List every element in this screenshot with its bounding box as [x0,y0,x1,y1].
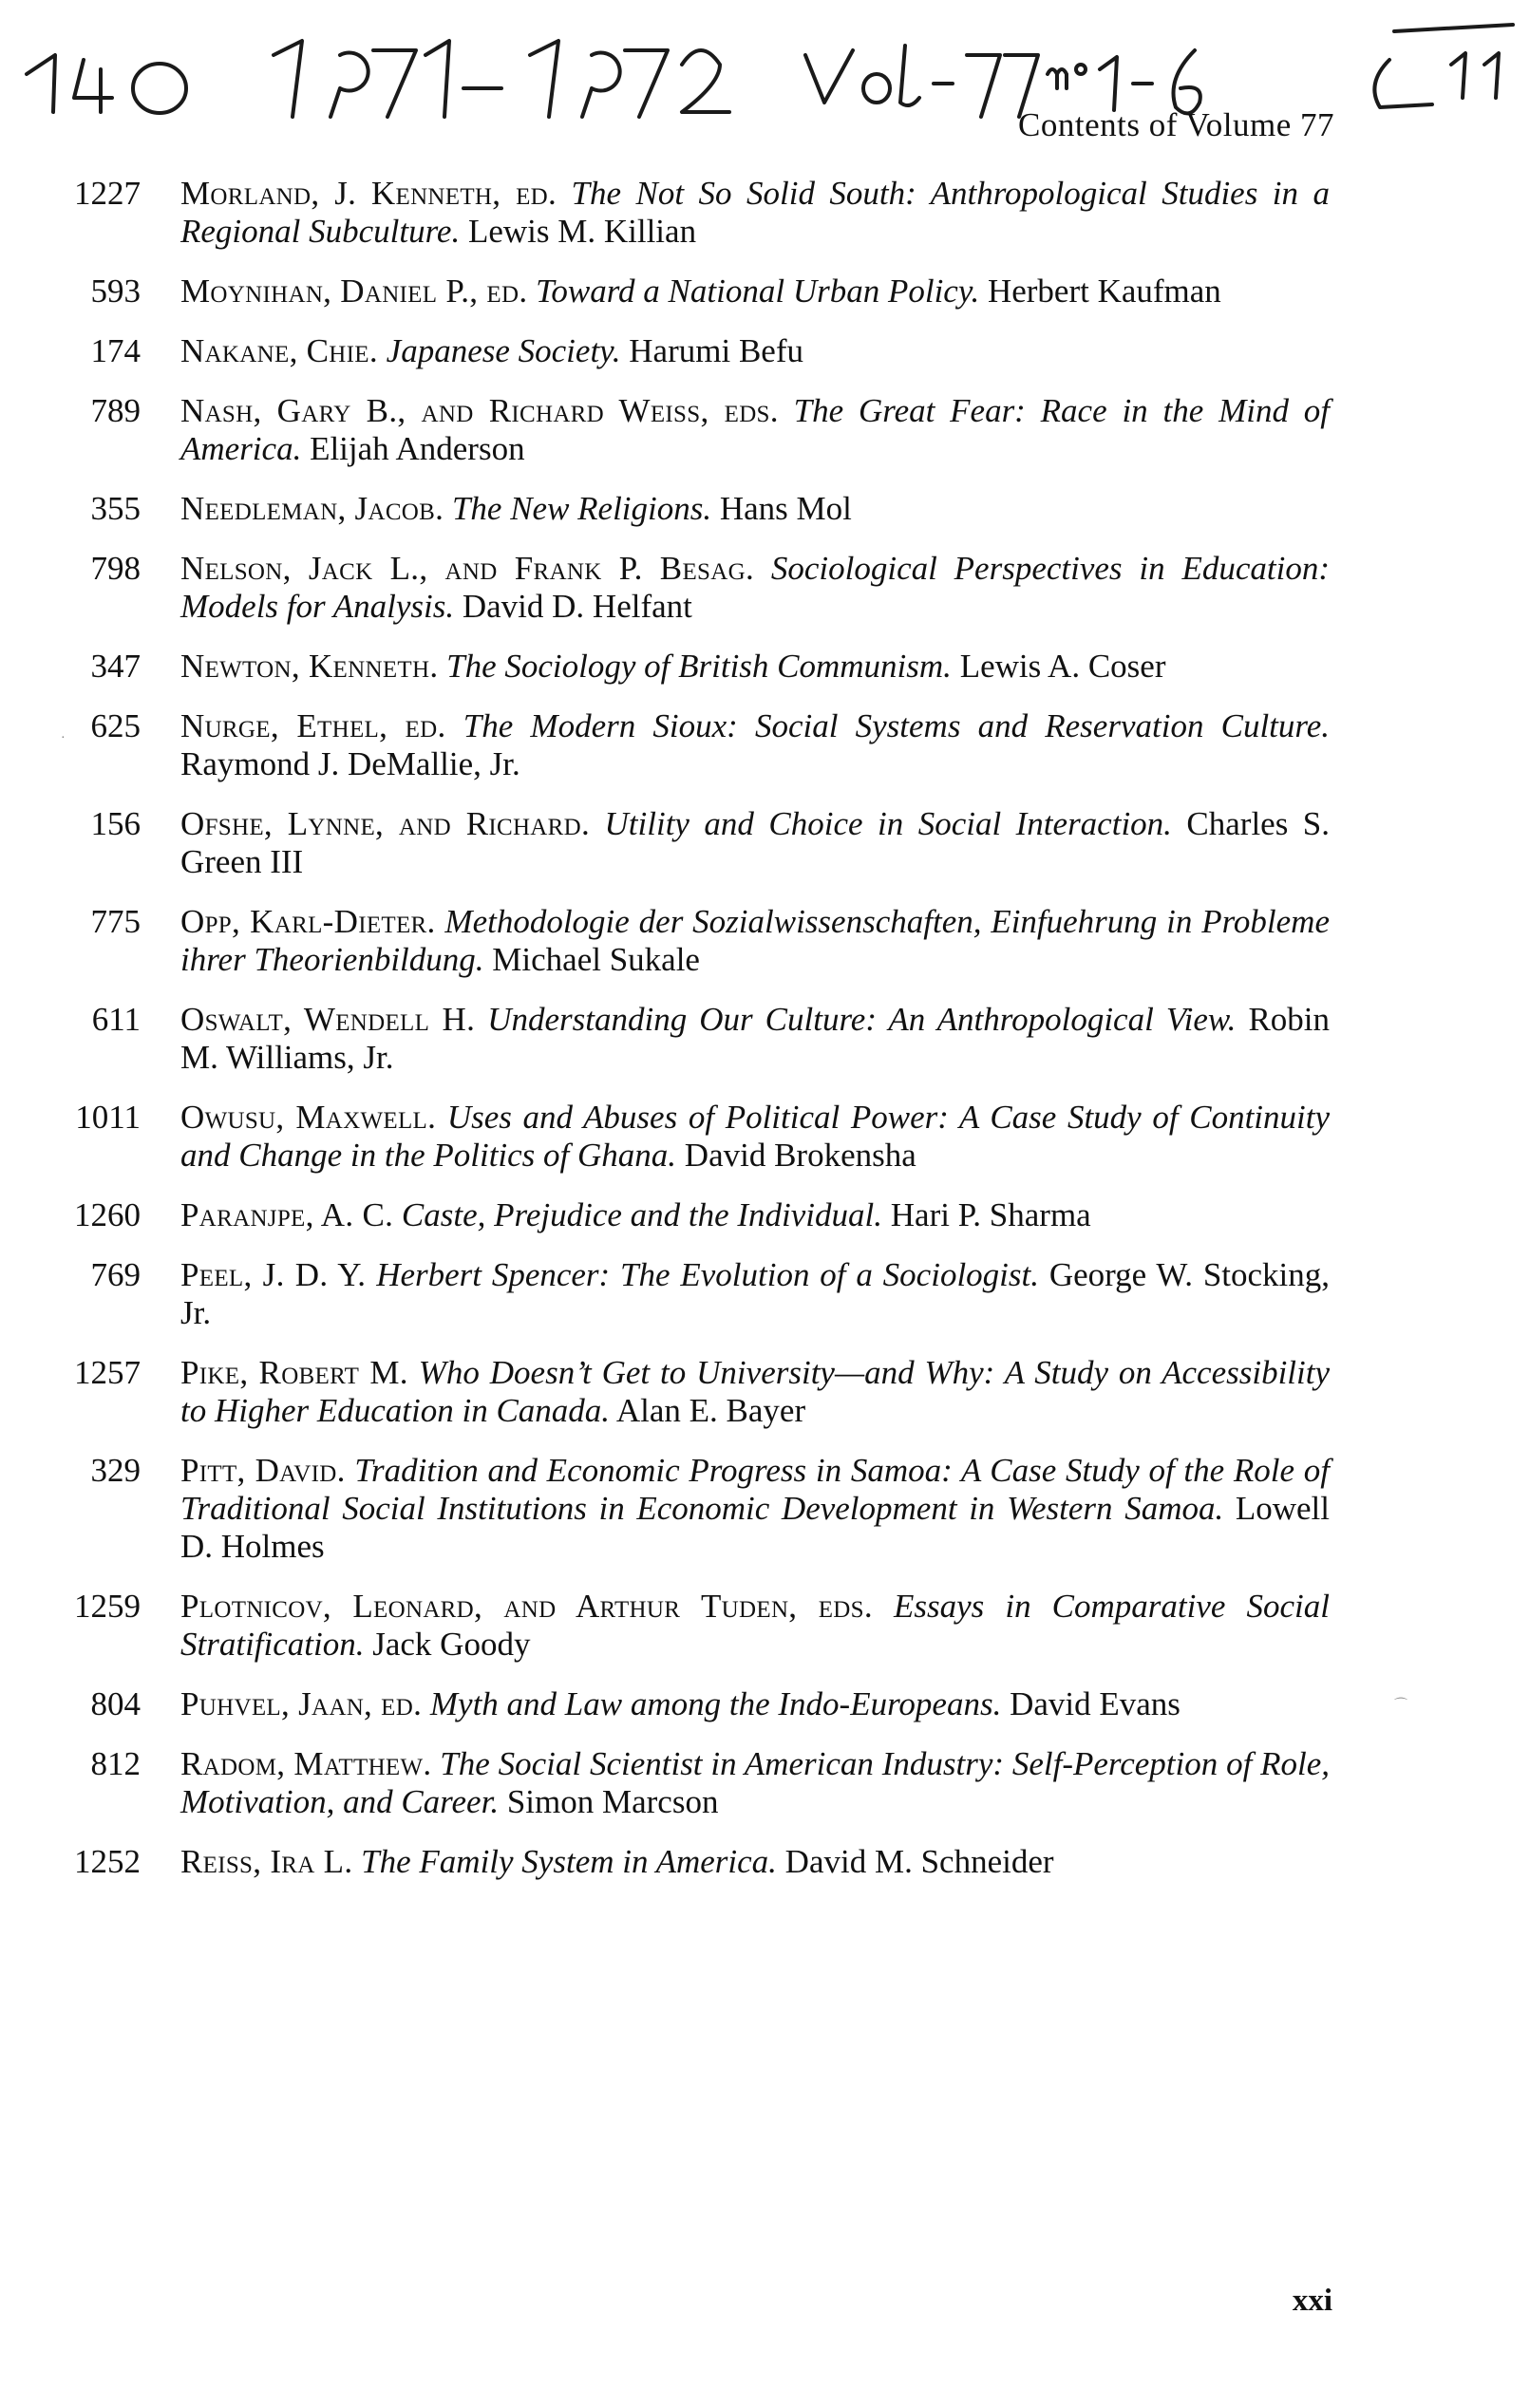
entry-citation [180,273,1330,310]
entry-title: Caste, Prejudice and the Individual. [401,1196,883,1233]
entry-page-number: 804 [90,1685,141,1722]
index-entry [57,490,1330,528]
entry-citation [180,1588,1330,1664]
entry-citation [180,1001,1330,1077]
entry-reviewer: Raymond J. DeMallie, Jr. [180,745,520,782]
entry-author: Oswalt, Wendell H. [180,1001,476,1038]
entry-author: Needleman, Jacob. [180,490,444,527]
entry-reviewer: David D. Helfant [462,588,692,625]
entry-citation [180,175,1330,251]
entry-reviewer: Alan E. Bayer [615,1392,806,1429]
entry-page-number: 174 [90,332,141,369]
index-entry [57,175,1330,251]
entry-author: Pitt, David. [180,1452,346,1489]
entry-reviewer: David M. Schneider [784,1843,1054,1880]
index-entry [57,332,1330,370]
entry-author: Pike, Robert M. [180,1354,408,1391]
entry-title: Myth and Law among the Indo-Europeans. [429,1685,1002,1722]
entry-title: Herbert Spencer: The Evolution of a Sociologist. [376,1256,1039,1293]
entry-citation [180,332,1330,370]
entry-reviewer: Hari P. Sharma [890,1196,1091,1233]
entry-citation [180,805,1330,881]
entry-author: Reiss, Ira L. [180,1843,353,1880]
index-entry [57,1452,1330,1566]
entry-page-number: 1011 [75,1099,141,1136]
entry-page-number: 1260 [74,1196,141,1233]
entry-author: Nelson, Jack L., and Frank P. Besag. [180,550,754,587]
entry-page-number: 625 [90,707,141,744]
entry-title: Uses and Abuses of Political Power: A Case Study of Continuity and Change in the Politics of Ghana. [180,1099,1331,1174]
index-entry [57,1685,1330,1723]
entry-page-number: 611 [91,1001,141,1038]
entry-author: Newton, Kenneth. [180,648,439,685]
page-folio: xxi [1292,2284,1332,2318]
index-entry [57,1588,1330,1664]
entry-title: The Great Fear: Race in the Mind of America. [180,392,1331,467]
entry-title: Methodologie der Sozialwissenschaften, Einfuehrung in Probleme ihrer Theorienbildung. [180,903,1330,978]
index-entry [57,1001,1330,1077]
entry-title: The Social Scientist in American Industry: Self-Perception of Role, Motivation, and Career. [180,1745,1331,1820]
entry-citation [180,1256,1330,1332]
review-index-list [57,175,1330,1903]
entry-page-number: 1259 [74,1588,141,1625]
entry-author: Owusu, Maxwell. [180,1099,437,1136]
index-entry [57,1256,1330,1332]
entry-reviewer: Elijah Anderson [310,430,525,467]
entry-citation [180,648,1330,686]
entry-author: Nurge, Ethel, ed. [180,707,446,744]
entry-author: Plotnicov, Leonard, and Arthur Tuden, eds. [180,1588,873,1625]
index-entry [57,1196,1330,1234]
entry-author: Peel, J. D. Y. [180,1256,367,1293]
entry-reviewer: Charles S. Green III [180,805,1331,880]
entry-citation [180,392,1330,468]
entry-author: Opp, Karl-Dieter. [180,903,436,940]
margin-speck: ⌒ [1394,1699,1407,1713]
entry-page-number: 593 [90,273,141,310]
index-entry [57,1745,1330,1821]
index-entry [57,273,1330,310]
entry-reviewer: Lewis M. Killian [467,213,697,250]
index-entry [57,707,1330,783]
entry-author: Nakane, Chie. [180,332,378,369]
entry-author: Morland, J. Kenneth, ed. [180,175,557,212]
entry-author: Puhvel, Jaan, ed. [180,1685,423,1722]
entry-page-number: 812 [90,1745,141,1782]
entry-title: Who Doesn’t Get to University—and Why: A Study on Accessibility to Higher Education in Canada. [180,1354,1331,1429]
entry-title: Understanding Our Culture: An Anthropological View. [487,1001,1237,1038]
index-entry [57,550,1330,626]
entry-title: The Sociology of British Communism. [446,648,952,685]
entry-author: Nash, Gary B., and Richard Weiss, eds. [180,392,779,429]
index-entry [57,1099,1330,1175]
index-entry [57,1354,1330,1430]
entry-title: Essays in Comparative Social Stratification. [180,1588,1331,1663]
entry-reviewer: Harumi Befu [629,332,803,369]
index-entry [57,1843,1330,1881]
entry-reviewer: Simon Marcson [506,1783,719,1820]
entry-citation [180,1745,1330,1821]
entry-citation [180,903,1330,979]
entry-reviewer: Lowell D. Holmes [180,1490,1330,1565]
entry-author: Moynihan, Daniel P., ed. [180,273,528,310]
entry-page-number: 1227 [74,175,141,212]
entry-title: Toward a National Urban Policy. [536,273,980,310]
entry-page-number: 798 [90,550,141,587]
entry-citation [180,490,1330,528]
index-entry [57,392,1330,468]
entry-page-number: 789 [90,392,141,429]
index-entry [57,805,1330,881]
entry-title: Sociological Perspectives in Education: Models for Analysis. [180,550,1331,625]
entry-reviewer: George W. Stocking, Jr. [180,1256,1331,1331]
entry-reviewer: David Brokensha [684,1137,916,1174]
entry-reviewer: Michael Sukale [492,941,700,978]
entry-page-number: 156 [90,805,141,842]
entry-page-number: 329 [90,1452,141,1489]
entry-page-number: 355 [90,490,141,527]
entry-title: The Modern Sioux: Social Systems and Reservation Culture. [463,707,1331,744]
entry-title: The Not So Solid South: Anthropological Studies in a Regional Subculture. [180,175,1330,250]
entry-author: Ofshe, Lynne, and Richard. [180,805,591,842]
entry-title: Utility and Choice in Social Interaction. [604,805,1172,842]
entry-citation [180,707,1330,783]
running-head: Contents of Volume 77 [1018,106,1334,143]
entry-citation [180,1099,1330,1175]
entry-reviewer: David Evans [1010,1685,1181,1722]
entry-page-number: 1257 [74,1354,141,1391]
entry-reviewer: Lewis A. Coser [959,648,1166,685]
entry-citation [180,1452,1330,1566]
entry-title: Tradition and Economic Progress in Samoa: A Case Study of the Role of Traditional Social Institutions in Economic Development in Western Samoa. [180,1452,1330,1527]
entry-citation [180,1843,1330,1881]
entry-title: The Family System in America. [361,1843,777,1880]
entry-citation [180,1685,1330,1723]
entry-reviewer: Jack Goody [372,1626,531,1663]
entry-author: Radom, Matthew. [180,1745,432,1782]
entry-author: Paranjpe, A. C. [180,1196,394,1233]
entry-page-number: 347 [90,648,141,685]
index-entry [57,648,1330,686]
entry-title: Japanese Society. [386,332,621,369]
entry-citation [180,550,1330,626]
entry-page-number: 775 [90,903,141,940]
entry-reviewer: Robin M. Williams, Jr. [180,1001,1331,1076]
entry-citation [180,1196,1330,1234]
entry-reviewer: Hans Mol [719,490,852,527]
entry-title: The New Religions. [451,490,712,527]
entry-page-number: 769 [90,1256,141,1293]
index-entry [57,903,1330,979]
entry-citation [180,1354,1330,1430]
entry-reviewer: Herbert Kaufman [987,273,1221,310]
margin-speck: · [61,731,66,745]
entry-page-number: 1252 [74,1843,141,1880]
